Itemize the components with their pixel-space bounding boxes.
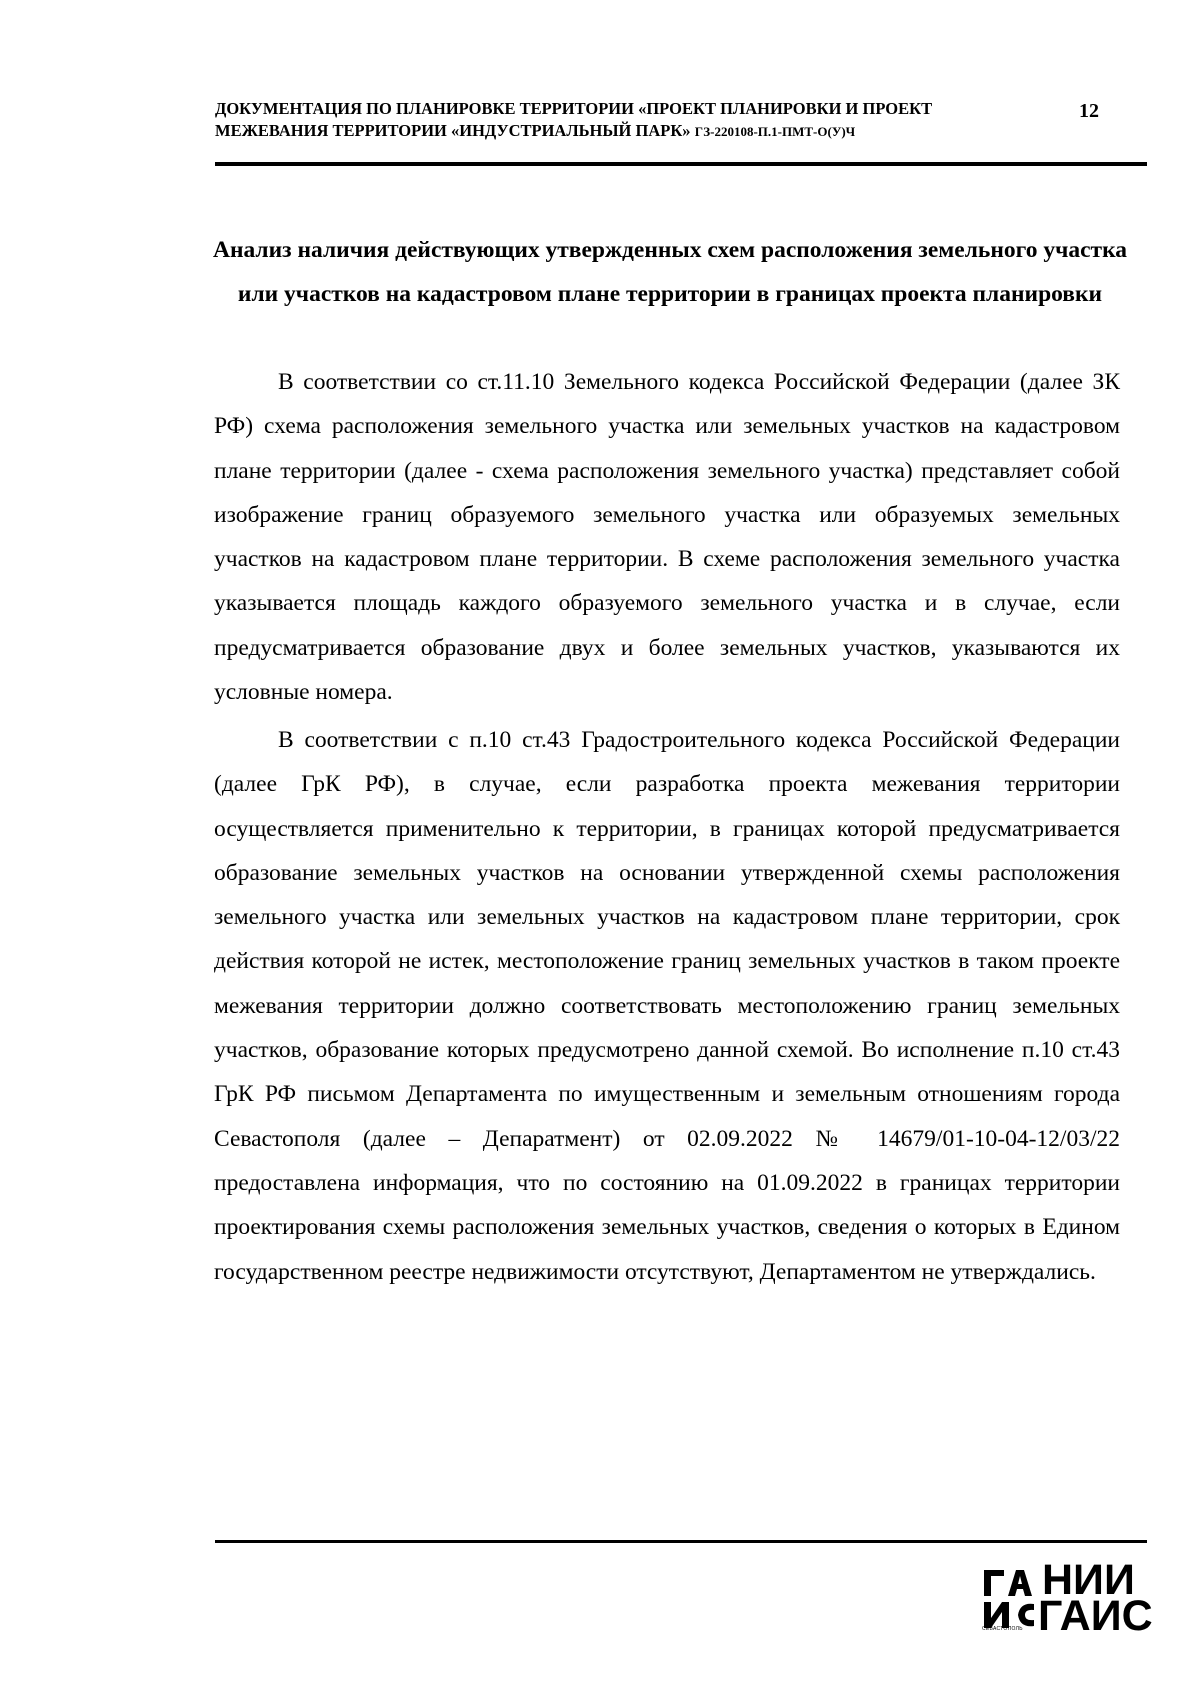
logo-mark-icon [982, 1562, 1044, 1632]
organization-logo [982, 1556, 1157, 1640]
header-title-line1: ДОКУМЕНТАЦИЯ ПО ПЛАНИРОВКЕ ТЕРРИТОРИИ «ПРОЕКТ ПЛАНИРОВКИ И ПРОЕКТ [215, 99, 933, 118]
header-title [215, 98, 1035, 143]
section-title: Анализ наличия действующих утвержденных схем расположения земельного участка или участков на кадастровом плане территории в границах проекта планировки [212, 237, 1128, 307]
page-header [215, 98, 1099, 164]
logo-text-gais: ГАИС [1038, 1592, 1153, 1640]
logo-text-nii: НИИ [1042, 1556, 1135, 1604]
header-title-line2: МЕЖЕВАНИЯ ТЕРРИТОРИИ «ИНДУСТРИАЛЬНЫЙ ПАРК» [215, 121, 691, 140]
page-number: 12 [1079, 100, 1099, 122]
body-paragraph-1: В соответствии со ст.11.10 Земельного кодекса Российской Федерации (далее ЗК РФ) схема расположения земельного участка или земельных участков на кадастровом плане территории (далее - схема расположения земельного участка) представляет собой изображение границ образуемого земельного участка или образуемых земельных участков на кадастровом плане территории. В схеме расположения земельного участка указывается площадь каждого образуемого земельного участка и в случае, если предусматривается образование двух и более земельных участков, указываются их условные номера. [214, 369, 1120, 706]
logo-subtitle: СЕВАСТОПОЛЬ [982, 1626, 1023, 1632]
document-code: ГЗ-220108-П.1-ПМТ-О(У)Ч [694, 124, 856, 139]
header-divider [215, 162, 1147, 166]
body-paragraph-2: В соответствии с п.10 ст.43 Градостроительного кодекса Российской Федерации (далее ГрК РФ), в случае, если разработка проекта межевания территории осуществляется применительно к территории, в границах которой предусматривается образование земельных участков на основании утвержденной схемы расположения земельного участка или земельных участков на кадастровом плане территории, срок действия которой не истек, местоположение границ земельных участков в таком проекте межевания территории должно соответствовать местоположению границ земельных участков, образование которых предусмотрено данной схемой. Во исполнение п.10 ст.43 ГрК РФ письмом Департамента по имущественным и земельным отношениям города Севастополя (далее – Депаратмент) от 02.09.2022 № 14679/01-10-04-12/03/22 предоставлена информация, что по состоянию на 01.09.2022 в границах территории проектирования схемы расположения земельных участков, сведения о которых в Едином государственном реестре недвижимости отсутствуют, Департаментом не утверждались. [214, 727, 1120, 1285]
footer-divider [215, 1540, 1147, 1543]
